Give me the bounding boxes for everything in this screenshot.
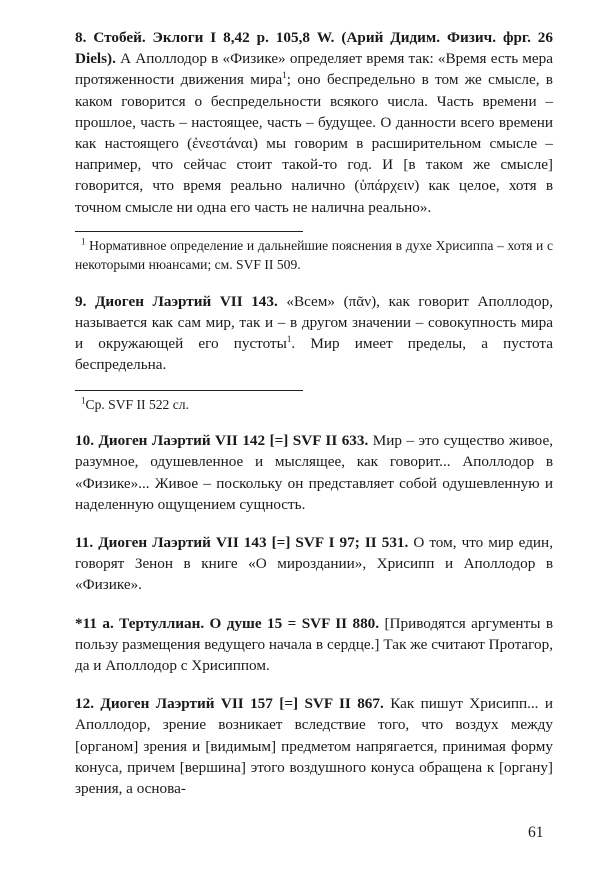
- fragment-text: Как пишут Хрисипп... и Аполлодор, зрение возникает вследствие того, что воздух между [органом] зрения и [видимым] предметом напрягается, принимая форму конуса, причем [вершина] этого воздушного конуса обращена к [органу] зрения, а основа-: [75, 695, 553, 797]
- footnote-mark: 1: [81, 395, 86, 406]
- footnote-divider: [75, 231, 303, 232]
- fragment-text: А Аполлодор в «Физике» определяет время так: «Время есть мера протяженности движения мира: [75, 50, 553, 89]
- fragment-text: . Мир имеет пределы, а пустота беспредельна.: [75, 335, 553, 374]
- note-mark: 1: [286, 334, 292, 345]
- fragment-11: [75, 532, 553, 596]
- fragment-12: [75, 693, 553, 799]
- page-number: 61: [528, 824, 544, 841]
- footnote-divider: [75, 390, 303, 391]
- fragment-text: ; оно беспредельно в том же смысле, в каком говорится о беспредельности всякого числа. Часть времени – прошлое, часть – настоящее, часть – будущее. О данности всего времени как настоящего (ἐνεστάναι) мы говорим в расширительном смысле – например, что сейчас стоит такой-то год. И [в таком же смысле] говорится, что время реально налично (ὑπάρχειν) как целое, хотя в точном смысле ни одна его часть не налична реально».: [75, 71, 553, 216]
- fragment-text: Мир – это существо живое, разумное, одушевленное и мыслящее, как говорит... Аполлодор в «Физике»... Живое – поскольку он представляет собой одушевленную и наделенную ощущением сущность.: [75, 432, 553, 513]
- fragment-text: «Всем» (πᾶν), как говорит Аполлодор, называется как сам мир, так и – в другом значении – совокупность мира и окружающей его пустоты: [75, 292, 554, 353]
- note-mark: 1: [282, 70, 287, 81]
- footnote: [75, 395, 553, 415]
- fragment-heading: 8. Стобей. Эклоги I 8,42 р. 105,8 W. (Арий Дидим. Физич. фрг. 26 Diels).: [75, 29, 553, 68]
- footnote-mark: 1: [81, 236, 86, 247]
- fragment-9: [75, 291, 553, 376]
- fragment-heading: 9. Диоген Лаэртий VII 143.: [75, 292, 278, 310]
- fragment-heading: 10. Диоген Лаэртий VII 142 [=] SVF II 633.: [75, 432, 369, 450]
- fragment-heading: 11. Диоген Лаэртий VII 143 [=] SVF I 97; II 531.: [75, 533, 409, 551]
- fragment-text: [Приводятся аргументы в пользу размещения ведущего начала в сердце.] Так же считают Протагор, да и Аполлодор с Хрисиппом.: [75, 614, 553, 674]
- page-body: [75, 27, 553, 799]
- fragment-heading: 12. Диоген Лаэртий VII 157 [=] SVF II 867.: [75, 695, 384, 713]
- footnote: [75, 236, 553, 275]
- footnote-text: Нормативное определение и дальнейшие пояснения в духе Хрисиппа – хотя и с некоторыми нюансами; см. SVF II 509.: [75, 237, 553, 273]
- fragment-10: [75, 430, 553, 515]
- fragment-text: О том, что мир един, говорят Зенон в книге «О мироздании», Хрисипп и Аполлодор в «Физике».: [75, 533, 553, 594]
- fragment-8: [75, 27, 553, 218]
- footnote-text: Ср. SVF II 522 сл.: [85, 396, 189, 412]
- fragment-11a: [75, 613, 553, 677]
- fragment-heading: *11 а. Тертуллиан. О душе 15 = SVF II 880.: [75, 614, 380, 632]
